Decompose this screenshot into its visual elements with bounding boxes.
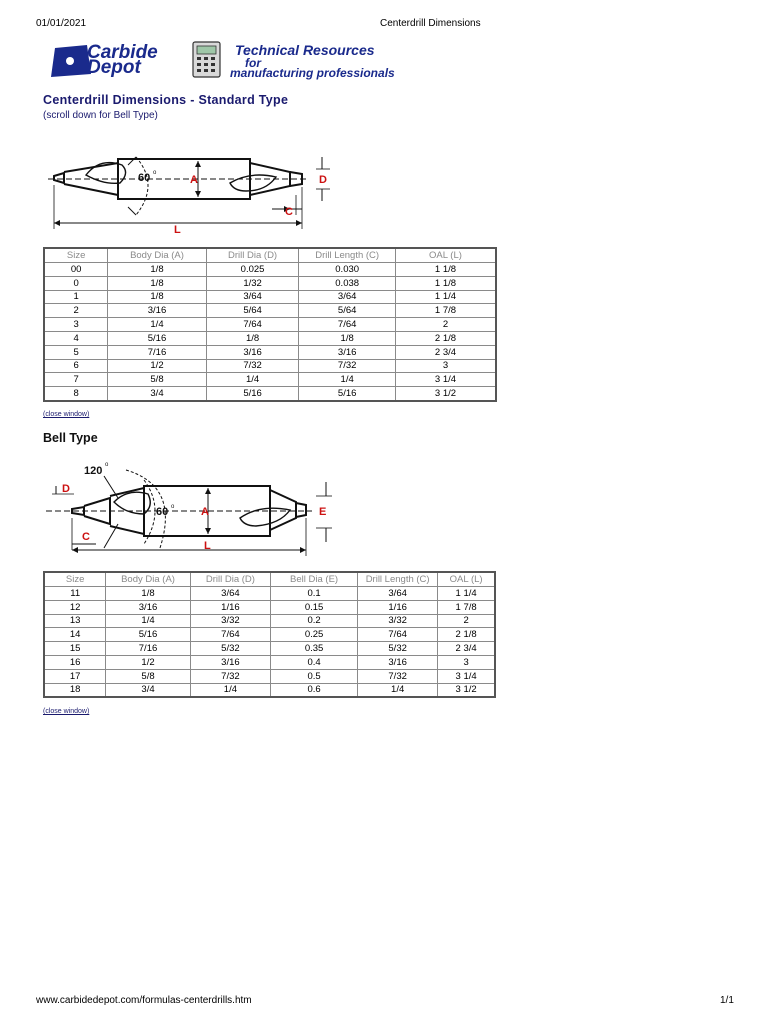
table-cell: 1: [44, 290, 108, 304]
table-cell: 7/64: [206, 318, 299, 332]
table-cell: 3/16: [108, 304, 207, 318]
table-cell: 0.025: [206, 263, 299, 277]
table-cell: 0.038: [299, 276, 396, 290]
table-row: [44, 600, 495, 614]
svg-text:o: o: [171, 504, 175, 510]
table-cell: 1/32: [206, 276, 299, 290]
table-row: [44, 628, 495, 642]
col-oal: OAL (L): [395, 248, 496, 263]
table-cell: 1/4: [190, 683, 270, 697]
bell-centerdrill-diagram: [40, 458, 340, 558]
standard-centerdrill-diagram: [40, 135, 340, 235]
logo-text-depot: Depot: [87, 57, 141, 78]
table-cell: 1/4: [108, 318, 207, 332]
table-cell: 2 1/8: [438, 628, 495, 642]
table-cell: 3 1/2: [395, 387, 496, 401]
table-row: [44, 276, 496, 290]
logo-mark-icon: [51, 44, 91, 78]
table-cell: 7/32: [190, 669, 270, 683]
table-cell: 3/4: [106, 683, 190, 697]
table-cell: 1/8: [206, 331, 299, 345]
table-cell: 7/16: [106, 642, 190, 656]
col-drill-length: Drill Length (C): [299, 248, 396, 263]
table-cell: 3/16: [358, 655, 438, 669]
table-row: [44, 683, 495, 697]
table-cell: 5/16: [106, 628, 190, 642]
table-cell: 7/64: [299, 318, 396, 332]
table-cell: 0.4: [271, 655, 358, 669]
banner-technical-resources: Technical Resources: [235, 42, 375, 58]
table-cell: 2: [395, 318, 496, 332]
table-cell: 1 1/4: [395, 290, 496, 304]
table-cell: 7/32: [358, 669, 438, 683]
table-cell: 3: [44, 318, 108, 332]
table-cell: 2: [44, 304, 108, 318]
col-bell-dia: Bell Dia (E): [271, 572, 358, 587]
label-a-bell: A: [201, 506, 209, 518]
bell-type-heading: Bell Type: [43, 431, 98, 445]
col-body-dia: Body Dia (A): [106, 572, 190, 587]
table-cell: 0.6: [271, 683, 358, 697]
table-cell: 5/8: [108, 373, 207, 387]
carbide-depot-logo[interactable]: [51, 44, 176, 78]
label-a: A: [190, 174, 198, 186]
table-row: [44, 263, 496, 277]
col-size: Size: [44, 572, 106, 587]
print-url: www.carbidedepot.com/formulas-centerdrills.htm: [36, 995, 252, 1006]
table-cell: 5/16: [108, 331, 207, 345]
table-cell: 14: [44, 628, 106, 642]
table-cell: 3 1/4: [438, 669, 495, 683]
print-date: 01/01/2021: [36, 18, 87, 29]
table-cell: 18: [44, 683, 106, 697]
table-cell: 0.5: [271, 669, 358, 683]
label-l-bell: L: [204, 540, 211, 552]
table-cell: 0.2: [271, 614, 358, 628]
col-drill-dia: Drill Dia (D): [190, 572, 270, 587]
table-cell: 3/64: [206, 290, 299, 304]
col-drill-dia: Drill Dia (D): [206, 248, 299, 263]
table-row: [44, 642, 495, 656]
table-cell: 5/64: [299, 304, 396, 318]
banner-manufacturing: manufacturing professionals: [230, 66, 395, 80]
table-cell: 00: [44, 263, 108, 277]
table-row: [44, 318, 496, 332]
table-cell: 2 3/4: [438, 642, 495, 656]
bell-dimensions-table: [43, 571, 496, 698]
table-cell: 11: [44, 587, 106, 601]
table-cell: 1/4: [358, 683, 438, 697]
table-cell: 3/16: [190, 655, 270, 669]
table-cell: 7: [44, 373, 108, 387]
label-e: E: [319, 506, 327, 518]
table-cell: 3: [395, 359, 496, 373]
table-cell: 6: [44, 359, 108, 373]
table-cell: 15: [44, 642, 106, 656]
table-cell: 0.15: [271, 600, 358, 614]
table-cell: 12: [44, 600, 106, 614]
print-title: Centerdrill Dimensions: [380, 18, 481, 29]
table-cell: 3/16: [206, 345, 299, 359]
table-cell: 5/16: [299, 387, 396, 401]
table-cell: 5/32: [358, 642, 438, 656]
table-cell: 2 3/4: [395, 345, 496, 359]
table-row: [44, 331, 496, 345]
angle-label-60-bell: 60: [156, 506, 169, 518]
table-header-row: [44, 572, 495, 587]
table-cell: 5/64: [206, 304, 299, 318]
col-size: Size: [44, 248, 108, 263]
table-row: [44, 359, 496, 373]
table-cell: 1 1/8: [395, 276, 496, 290]
table-cell: 1/16: [190, 600, 270, 614]
table-cell: 3/32: [190, 614, 270, 628]
table-cell: 1/8: [108, 276, 207, 290]
table-row: [44, 655, 495, 669]
label-d: D: [319, 174, 327, 186]
table-cell: 3 1/4: [395, 373, 496, 387]
table-cell: 1/4: [106, 614, 190, 628]
logo-text-carbide: Carbide: [87, 42, 158, 63]
table-row: [44, 669, 495, 683]
table-cell: 5/32: [190, 642, 270, 656]
table-cell: 3/64: [190, 587, 270, 601]
table-row: [44, 345, 496, 359]
table-cell: 0.35: [271, 642, 358, 656]
table-cell: 1/16: [358, 600, 438, 614]
table-cell: 5/16: [206, 387, 299, 401]
table-cell: 1/2: [106, 655, 190, 669]
table-cell: 2 1/8: [395, 331, 496, 345]
close-window-link-bell[interactable]: (close window): [43, 708, 90, 715]
table-row: [44, 614, 495, 628]
angle-label-60: 60: [138, 172, 151, 184]
table-cell: 13: [44, 614, 106, 628]
table-cell: 7/32: [299, 359, 396, 373]
table-cell: 3/16: [299, 345, 396, 359]
table-row: [44, 387, 496, 401]
table-cell: 0.030: [299, 263, 396, 277]
table-cell: 0: [44, 276, 108, 290]
table-cell: 7/16: [108, 345, 207, 359]
table-cell: 7/64: [358, 628, 438, 642]
col-drill-length: Drill Length (C): [358, 572, 438, 587]
table-cell: 1/8: [108, 290, 207, 304]
print-page-number: 1/1: [720, 995, 734, 1006]
table-cell: 0.25: [271, 628, 358, 642]
table-row: [44, 587, 495, 601]
svg-text:o: o: [105, 462, 109, 468]
banner-for: for: [245, 56, 261, 70]
table-header-row: [44, 248, 496, 263]
table-cell: 3/16: [106, 600, 190, 614]
table-cell: 1/4: [299, 373, 396, 387]
table-cell: 2: [438, 614, 495, 628]
scroll-note: (scroll down for Bell Type): [43, 110, 158, 121]
standard-dimensions-table: [43, 247, 497, 402]
col-body-dia: Body Dia (A): [108, 248, 207, 263]
table-cell: 4: [44, 331, 108, 345]
table-cell: 17: [44, 669, 106, 683]
label-c: C: [285, 206, 293, 218]
table-cell: 5: [44, 345, 108, 359]
table-cell: 0.1: [271, 587, 358, 601]
table-cell: 1 1/4: [438, 587, 495, 601]
table-cell: 5/8: [106, 669, 190, 683]
label-d-bell: D: [62, 483, 70, 495]
calculator-icon: [192, 41, 222, 79]
svg-text:o: o: [153, 170, 157, 176]
table-cell: 1/2: [108, 359, 207, 373]
table-cell: 3: [438, 655, 495, 669]
table-cell: 1/8: [299, 331, 396, 345]
table-cell: 1 7/8: [395, 304, 496, 318]
table-cell: 7/64: [190, 628, 270, 642]
table-cell: 1/8: [108, 263, 207, 277]
table-cell: 3/32: [358, 614, 438, 628]
angle-label-120: 120: [84, 465, 103, 477]
table-cell: 3 1/2: [438, 683, 495, 697]
table-row: [44, 373, 496, 387]
table-row: [44, 290, 496, 304]
label-c-bell: C: [82, 531, 90, 543]
table-row: [44, 304, 496, 318]
table-cell: 8: [44, 387, 108, 401]
page-title: Centerdrill Dimensions - Standard Type: [43, 93, 289, 107]
col-oal: OAL (L): [438, 572, 495, 587]
label-l: L: [174, 224, 181, 235]
table-cell: 7/32: [206, 359, 299, 373]
table-cell: 3/4: [108, 387, 207, 401]
table-cell: 1/4: [206, 373, 299, 387]
table-cell: 1 1/8: [395, 263, 496, 277]
table-cell: 3/64: [299, 290, 396, 304]
close-window-link[interactable]: (close window): [43, 411, 90, 418]
table-cell: 16: [44, 655, 106, 669]
table-cell: 1 7/8: [438, 600, 495, 614]
table-cell: 3/64: [358, 587, 438, 601]
table-cell: 1/8: [106, 587, 190, 601]
